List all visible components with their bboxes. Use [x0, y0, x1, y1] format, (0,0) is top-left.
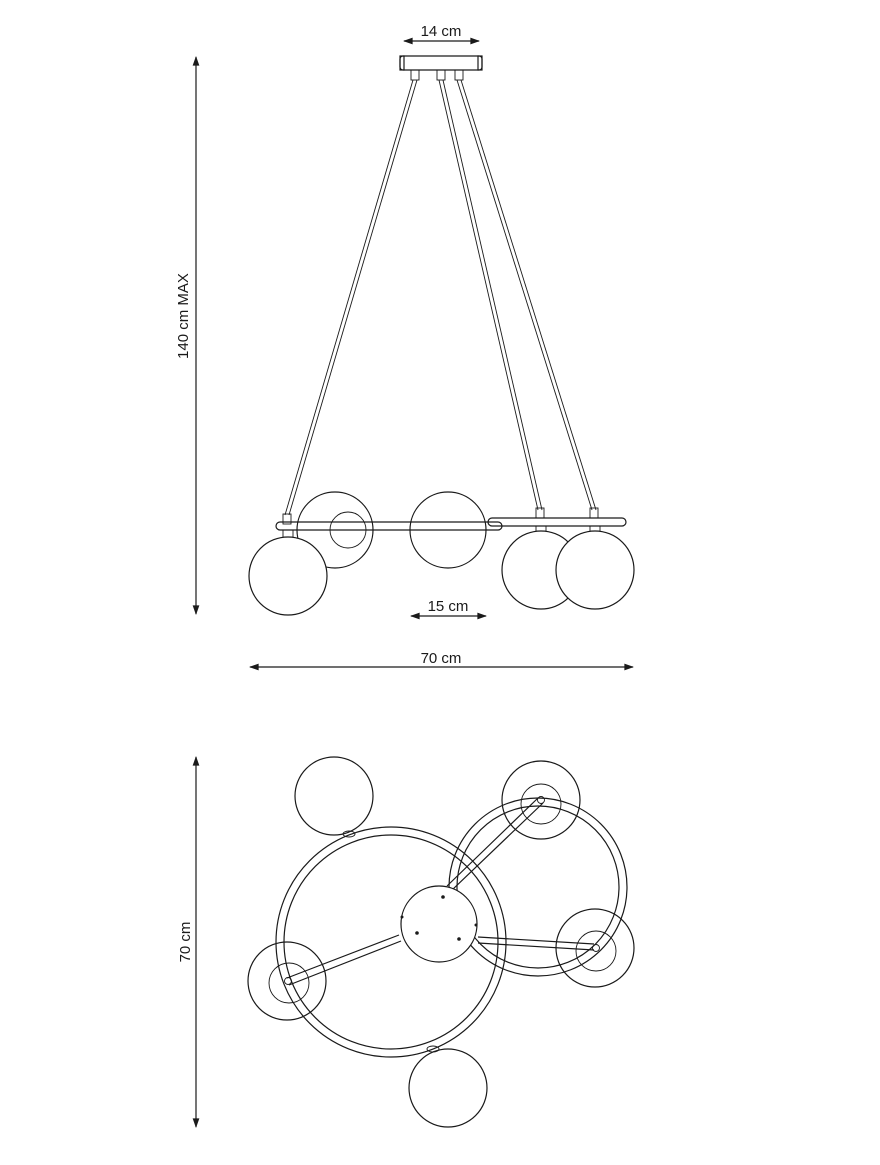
- shade-diameter-label: 15 cm: [427, 598, 469, 615]
- overall-width-label: 70 cm: [420, 650, 462, 667]
- top-width-label: 14 cm: [420, 23, 462, 40]
- globe-shade: [502, 761, 580, 839]
- plan-height-label: 70 cm: [177, 921, 194, 963]
- globe-shade: [556, 531, 634, 609]
- ceiling-canopy: [400, 56, 482, 80]
- side-elevation-view: [175, 23, 634, 667]
- plan-view: [177, 757, 634, 1127]
- globe-shade: [409, 1049, 487, 1127]
- height-label: 140 cm MAX: [175, 273, 192, 359]
- center-canopy: [401, 886, 478, 962]
- suspension-cables: [285, 80, 596, 515]
- globe-shade: [249, 537, 327, 615]
- globe-shade: [295, 757, 373, 835]
- globe-shade: [248, 942, 326, 1020]
